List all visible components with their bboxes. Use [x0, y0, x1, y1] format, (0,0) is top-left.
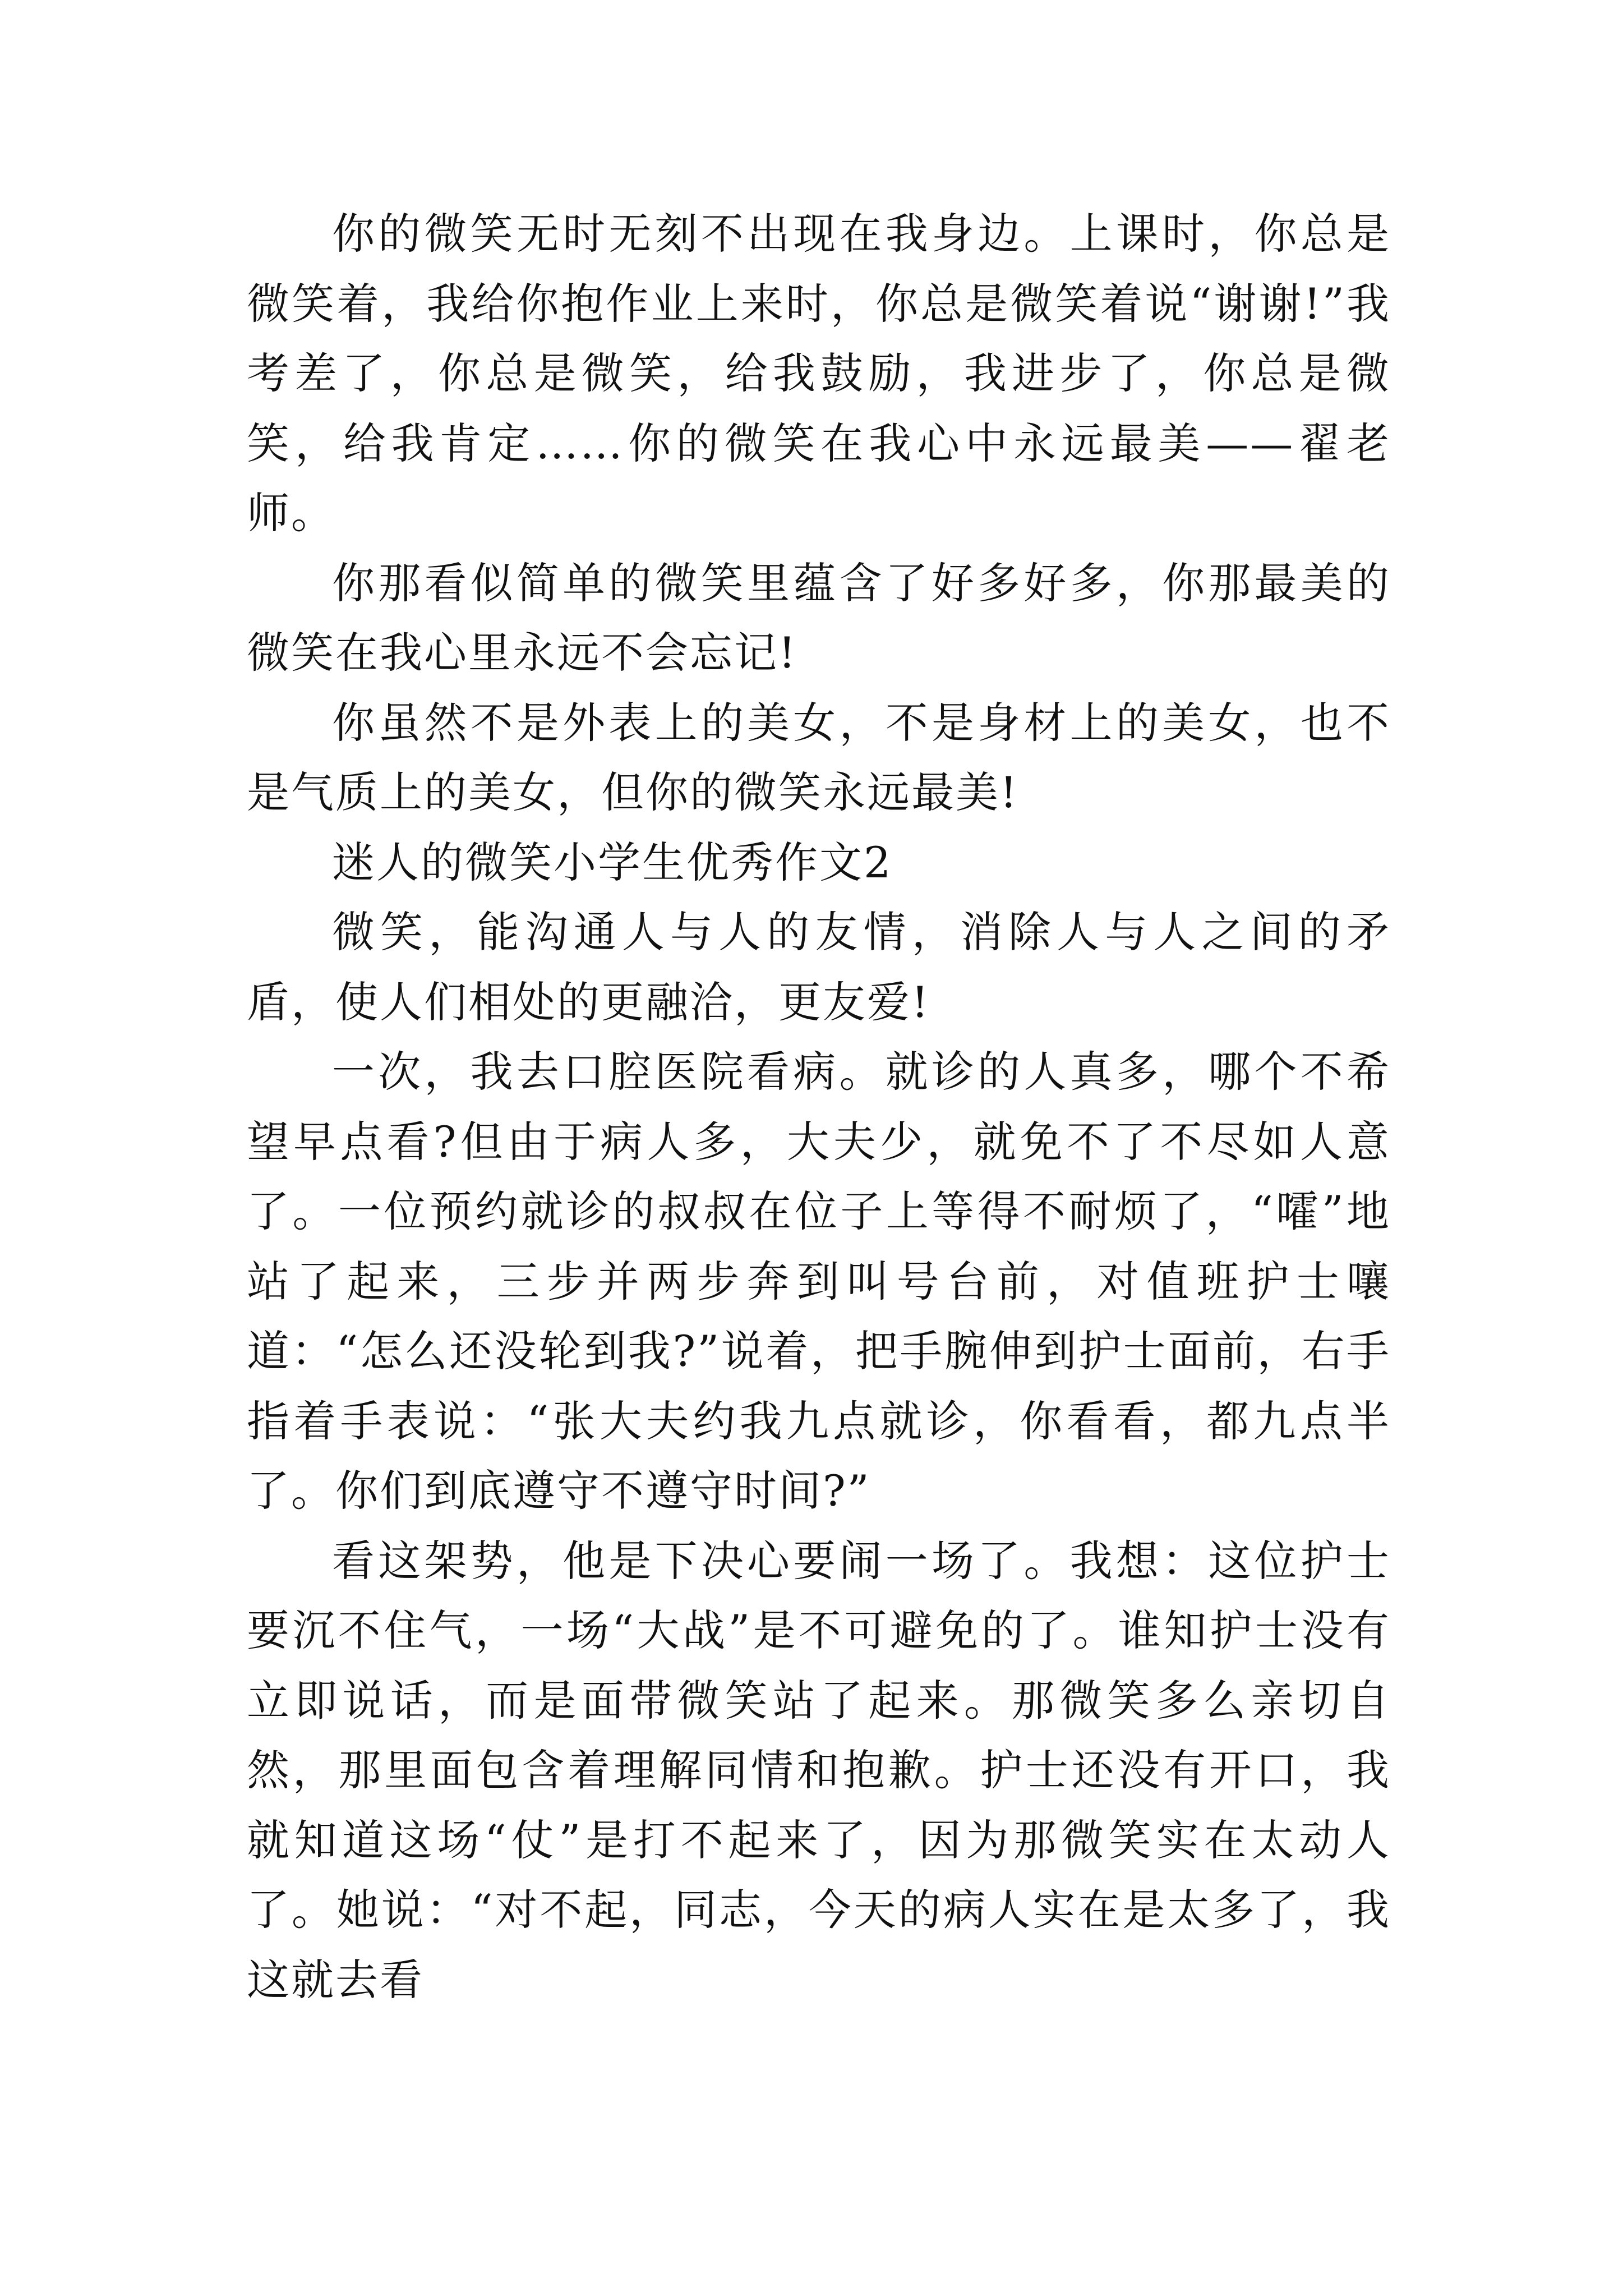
paragraph-5: 一次，我去口腔医院看病。就诊的人真多，哪个不希望早点看?但由于病人多，大夫少，就免不了不尽如人意了。一位预约就诊的叔叔在位子上等得不耐烦了，“嚯”地站了起来，三步并两步奔到叫号台前，对值班护士嚷道：“怎么还没轮到我?”说着，把手腕伸到护士面前，右手指着手表说：“张大夫约我九点就诊，你看看，都九点半了。你们到底遵守不遵守时间?” — [247, 1047, 1391, 1516]
paragraph-4: 微笑，能沟通人与人的友情，消除人与人之间的矛盾，使人们相处的更融洽，更友爱! — [247, 907, 1391, 1027]
paragraph-1: 你的微笑无时无刻不出现在我身边。上课时，你总是微笑着，我给你抱作业上来时，你总是微笑着说“谢谢!”我考差了，你总是微笑，给我鼓励，我进步了，你总是微笑，给我肯定……你的微笑在我心中永远最美——翟老师。 — [247, 209, 1391, 538]
document-page — [247, 199, 1391, 2015]
essay-title: 迷人的微笑小学生优秀作文2 — [332, 837, 893, 887]
paragraph-3: 你虽然不是外表上的美女，不是身材上的美女，也不是气质上的美女，但你的微笑永远最美! — [247, 697, 1391, 817]
paragraph-6: 看这架势，他是下决心要闹一场了。我想：这位护士要沉不住气，一场“大战”是不可避免的了。谁知护士没有立即说话，而是面带微笑站了起来。那微笑多么亲切自然，那里面包含着理解同情和抱歉。护士还没有开口，我就知道这场“仗”是打不起来了，因为那微笑实在太动人了。她说：“对不起，同志，今天的病人实在是太多了，我这就去看 — [247, 1535, 1391, 2005]
paragraph-2: 你那看似简单的微笑里蕴含了好多好多，你那最美的微笑在我心里永远不会忘记! — [247, 558, 1391, 678]
